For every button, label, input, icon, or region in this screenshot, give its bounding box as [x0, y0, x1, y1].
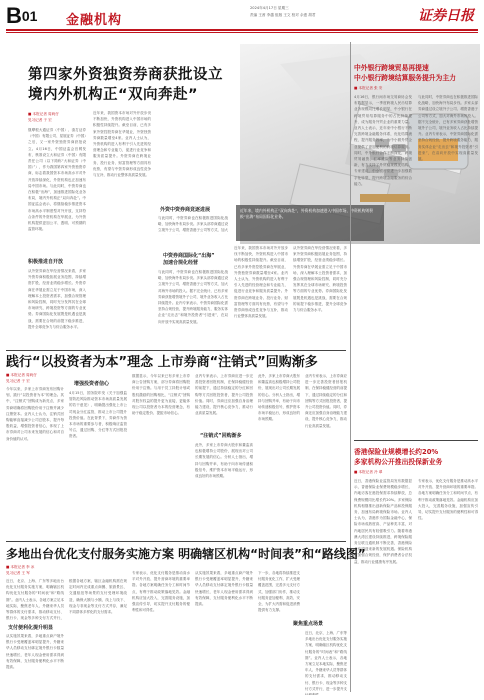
lead-body-col2: 近年来，我国资本市场对外开放步伐不断加快，外资机构进入中国市场的积极性持续提升。截至目前，已有多家外资控股券商在华展业，外资独资券商数量增至4家。业内人士认为，外资机构的进入有利于引入先进的经营理念和专业能力，促进行业竞争和服务质量提升。外资券商在跨境业务、投行业务、财富管理等方面具有优势，有望与中资券商形成良性竞争与互补，推动行业整体高质量发展。 — [93, 111, 151, 178]
side-byline-2: ■ 本报记者 冷 翠 — [354, 470, 383, 474]
newspaper-logo: 证券日报 — [418, 8, 474, 24]
lead-body-col3a: 与此同时，中资券商也在积极推进国际化战略，加快海外布局步伐。多家头部券商通过设立境外子公司、增资香港子公司等方式，加大 — [158, 216, 228, 233]
article2-col1: 今年以来，多家上市券商发布回购计划，践行“以投资者为本”的理念。其中，“注销式”回购成为新亮点，多家券商明确将回购股份用于注销并减少注册资本。业内人士认为，注销式回购能够直接减少公司总股本，提升每股收益，增强投资者信心，体现了上市券商对公司未来发展的信心和对自身价值的认可。 — [6, 387, 64, 441]
article2-col2: 4月15日，国务院印发《关于加强监管防范风险推动资本市场高质量发展的若干意见》，明确提出强化上市公司现金分红监管，推动上市公司提升投资价值。在此背景下，券商作为资本市场的重要参与者，积极响应监管号召，通过回购、分红等方式回报投资者。 — [69, 391, 127, 439]
lead-subhead-1: 积极推进自开放 — [28, 259, 64, 265]
page-number: B01 — [6, 3, 38, 28]
lead-subhead-4: 加速合规化经营 — [163, 260, 199, 266]
side-byline-1: ■ 本报记者 张 安 — [354, 86, 383, 90]
lead-byline: ■ 本报记者 周尚仔 — [28, 112, 59, 116]
issue-date: 2024年4月17日 星期三 — [250, 6, 289, 10]
article2-col6: 业内专家表示，上市券商应进一步完善投资者回报机制，在保持稳健经营的前提下，通过持续稳定的分红和回购等方式回报投资者，提升公司投资价值。同时，券商还应加强自身治理能力建设，提升核心竞争力，推动行业高质量发展。 — [305, 374, 347, 428]
lead-subhead-2: 外资中资券商竞逐进展 — [160, 207, 211, 213]
side-divider — [354, 440, 478, 441]
lead-body-col3: 与此同时，中资券商也在积极推进国际化战略，加快海外布局步伐。多家头部券商通过设立境外子公司、增资香港子公司等方式，加大对海外市场的投入。据不完全统计，已有多家券商获批增资境外子公司，境外业务收入占比持续提升。业内专家表示，中资券商国际化需坚持合规经营，提升跨境服务能力，服务实体企业“走出去”和境外投资者“引进来”，在双向开放中实现高质量发展。 — [158, 270, 228, 324]
side-body-1a: 4月16日，银行间市场交易商协会发布数据显示，一季度跨境人民币结算业务规模同比增长明显，中小银行在跨境贸易结算服务中的占比持续提升，成为服务外贸企业的重要力量。业内人士表示，近年来中小银行不断完善跨境金融服务体系，优化结算流程，提升服务效率，为中小微外贸企业提供了更加便利的跨境结算服务。同时，中外银行合作不断深化，跨境贸易融资、汇率避险等业务持续创新，有力支持了外贸稳规模优结构。专家建议，中小银行应进一步加强数字化转型，提升跨境金融服务的综合能力。 — [354, 95, 412, 186]
article3-col2: 根据各地方案，辖区金融机构需在规定时间内完成重点商圈、旅游景区、交通枢纽等场景的支付受理环境改造，确保大额与小额、线上与线下、现金与非现金等支付方式并存，满足不同群体多样化的支付需求。 — [69, 579, 127, 615]
lead-subhead-3: 中资券商国际化“出海” — [163, 253, 215, 259]
lead-headline-line1: 第四家外资独资券商获批设立 — [28, 67, 223, 83]
article3-col6: 近日，北京、上海、广东等多地出台优化支付服务实施方案，明确辖区机构优化支付服务的“时间表”和“路线图”。业内人士表示，各地方案立足本地实际，聚焦老年人、外籍来华人员等群体的支付需求，推动移动支付、银行卡、现金等多种支付方式并行，进一步提升支 — [305, 631, 347, 691]
lead-body-col1b: 从外资券商在华经营情况来看，多家外资券商积极拓展业务范围，持续增资扩股，经营业绩稳步增长。外资券商在华展业需立足于中国市场，深入理解本土投资者需求，加强合规管理和风险控制，同时充分发挥其在全球市场研究、跨境投资等方面的专业优势。券商国际化发展既是机遇也是挑战，需要在合规的前提下稳步推进，提升全球竞争力与综合服务水平。 — [28, 269, 86, 329]
lead-body-col1: 继摩根大通证券（中国）、渣打证券（中国）有限公司、星展证券（中国）之后，又一家外资独资券商获批设立。4月16日，中国证监会官网发布，核准设立大和证券（中国）有限责任公司（以下简称“大和证券（中国）”），作为我国第四家外资独资券商，标志着我国资本市场高水平对外开放持续深化，外资机构也正加速布局中国市场。与此同时，中资券商也在积极“出海”，加速推进国际化业务布局，境内外机构正“双向奔赴”。中国证监会表示，将继续稳步推进资本市场高水平制度型对外开放，支持符合条件的外资机构在华展业，为外资机构提供更加公平、透明、可预期的监管环境。 — [28, 128, 86, 232]
article3-col1a: 近日，北京、上海、广东等多地出台优化支付服务实施方案，明确辖区机构优化支付服务的“时间表”和“路线图”。业内人士表示，各地方案立足本地实际，聚焦老年人、外籍来华人员等群体的支付需求，推动移动支付、银行卡、现金等多种支付方式并行， — [6, 579, 64, 620]
lead-headline-line2: 境内外机构正“双向奔赴” — [28, 87, 199, 103]
side-headline-2-line1: 香港保险业规模增长约20% — [354, 448, 439, 456]
article2-col5: 此外，多家上市券商大股东和董监高也积极增持公司股份，展现出对公司长期发展的信心。分析人士指出，增持与回购并举，有助于向市场传递积极信号，维护资本市场平稳运行，形成良好的市场预期。 — [258, 374, 300, 422]
article2-col4a: 业内专家表示，上市券商应进一步完善投资者回报机制，在保持稳健经营的前提下，通过持续稳定的分红和回购等方式回报投资者，提升公司投资价值。同时，券商还应加强自身治理能力建设，提升核心竞争力，推动行业高质量发展。 — [195, 374, 253, 416]
section-title: 金融机构 — [66, 13, 123, 28]
article3-col4: 从实施效果来看，多地重点商户境外银行卡受理覆盖率明显提升，外籍来华人员移动支付绑定境外银行卡数量快速增长，老年人现金使用需求得到有效保障，支付服务便利化水平不断提高。 — [195, 571, 253, 607]
article2-subhead-1: 增强投资者信心 — [74, 381, 110, 387]
article3-byline: ■ 本报记者 李 冰 — [6, 565, 35, 569]
article3-subhead-1: 支付便利化提升明显 — [8, 625, 54, 631]
side-body-1b: 与此同时，中资券商也在积极推进国际化战略，加快海外布局步伐。多家头部券商通过设立境外子公司、增资香港子公司等方式，加大对海外市场的投入。据不完全统计，已有多家券商获批增资境外子公司，境外业务收入占比持续提升。业内专家表示，中资券商国际化需坚持合规经营，提升跨境服务能力，服务实体企业“走出去”和境外投资者“引进来”，在双向开放中实现高质量发展。 — [418, 95, 478, 162]
article2-byline: ■ 本报记者 周尚仔 — [6, 373, 37, 377]
article3-col1: 从实施效果来看，多地重点商户境外银行卡受理覆盖率明显提升，外籍来华人员移动支付绑定境外银行卡数量快速增长，老年人现金使用需求得到有效保障，支付服务便利化水平不断提高。 — [6, 634, 64, 670]
side-body-2b: 专家表示，优化支付服务是推动高水平对外开放、提升营商环境的重要举措。各地方案明确任务分工和时间节点，有利于推动政策落地见效。金融机构应加大投入，完善服务设施，加强宣传引导，切实提升支付服务的便利性和可得性。 — [418, 479, 478, 521]
column-divider — [350, 42, 351, 692]
section-divider-2 — [6, 541, 346, 542]
section-divider-1 — [6, 350, 346, 351]
lead-byline-2: 见习记者 于 宏 — [28, 118, 52, 122]
article3-headline: 多地出台优化支付服务实施方案 明确辖区机构“时间表”和“路线图” — [6, 547, 366, 561]
article3-col5: 下一步，各地将持续推进支付服务优化工作，扩大受理覆盖范围，完善多元支付方式，加强部门协作，推动支付服务更加便利、高效、安全，为扩大内需和促进消费提供有力支撑。 — [258, 571, 300, 613]
article2-subhead-2: “注销式”回购渐多 — [200, 433, 242, 439]
article3-byline-2: 见习记者 王 军 — [6, 571, 30, 575]
article3-col3: 专家表示，优化支付服务是推动高水平对外开放、提升营商环境的重要举措。各地方案明确任务分工和时间节点，有利于推动政策落地见效。金融机构应加大投入，完善服务设施，加强宣传引导，切实提升支付服务的便利性和可得性。 — [132, 571, 190, 613]
article2-byline-2: 见习记者 于 宏 — [6, 379, 30, 383]
photo-caption: 近年来，境内外机构正“双向奔赴”，外资机构加速进入中国市场，中资机构则积极“出海”布局国际化业务。 — [236, 205, 384, 241]
lead-body-col4: 近年来，我国资本市场对外开放步伐不断加快，外资机构进入中国市场的积极性持续提升。截至目前，已有多家外资控股券商在华展业，外资独资券商数量增至4家。业内人士认为，外资机构的进入有利于引入先进的经营理念和专业能力，促进行业竞争和服务质量提升。外资券商在跨境业务、投行业务、财富管理等方面具有优势，有望与中资券商形成良性竞争与互补，推动行业整体高质量发展。 — [234, 246, 288, 319]
article2-headline: 践行“以投资者为本”理念 上市券商“注销式”回购渐多 — [6, 355, 318, 370]
article2-col3: 数据显示，今年以来已有多家上市券商公告回购方案，部分券商将回购股份用于注销。与用于员工持股计划或股权激励的回购相比，“注销式”回购对股东权益的提升更为直接，更能体现公司以投资者为本的经营理念，有助于稳定股价、提振市场信心。 — [132, 374, 190, 416]
header-rule-thin — [6, 32, 478, 33]
side-headline-1 — [354, 63, 478, 83]
lead-body-col5: 从外资券商在华经营情况来看，多家外资券商积极拓展业务范围，持续增资扩股，经营业绩稳步增长。外资券商在华展业需立足于中国市场，深入理解本土投资者需求，加强合规管理和风险控制，同时充分发挥其在全球市场研究、跨境投资等方面的专业优势。券商国际化发展既是机遇也是挑战，需要在合规的前提下稳步推进，提升全球竞争力与综合服务水平。 — [293, 246, 347, 313]
side-headline-2-line2: 多家机构公开推出投保新业务 — [354, 458, 443, 466]
side-body-2a: 近日，香港保险业监管局发布数据显示，香港保险业保费规模稳步增长，内地访客在港投保需求持续释放，总保费规模同比增长约20%。多家保险机构相继推出创新保险产品和投保服务，加速布局跨境保险市场。业内人士认为，香港作为国际金融中心，保险市场成熟度高、产品种类丰富，对内地居民具有较强吸引力。随着粤港澳大湾区建设持续推进，跨境保险服务互联互通机制不断完善，香港保险业有望迎来新的发展机遇。保险机构需加强合规经营，保护消费者合法权益，推动行业健康有序发展。 — [354, 479, 412, 564]
side-headline-2 — [354, 447, 478, 467]
side-headline-1-line1: 中外银行跨境贸易再提速 — [354, 64, 429, 72]
editors-line: 责编 王茜 李越 组版 王文 校对 余惠 胡君 — [250, 13, 316, 17]
article3-subhead-2: 聚焦重点场景 — [293, 621, 324, 627]
article2-col4: 此外，多家上市券商大股东和董监高也积极增持公司股份，展现出对公司长期发展的信心。分析人士指出，增持与回购并举，有助于向市场传递积极信号，维护资本市场平稳运行，形成良好的市场预期。 — [195, 443, 253, 479]
side-headline-1-line2: 中小银行跨境结算服务提升为主力 — [354, 74, 456, 82]
header-rule — [6, 29, 478, 31]
